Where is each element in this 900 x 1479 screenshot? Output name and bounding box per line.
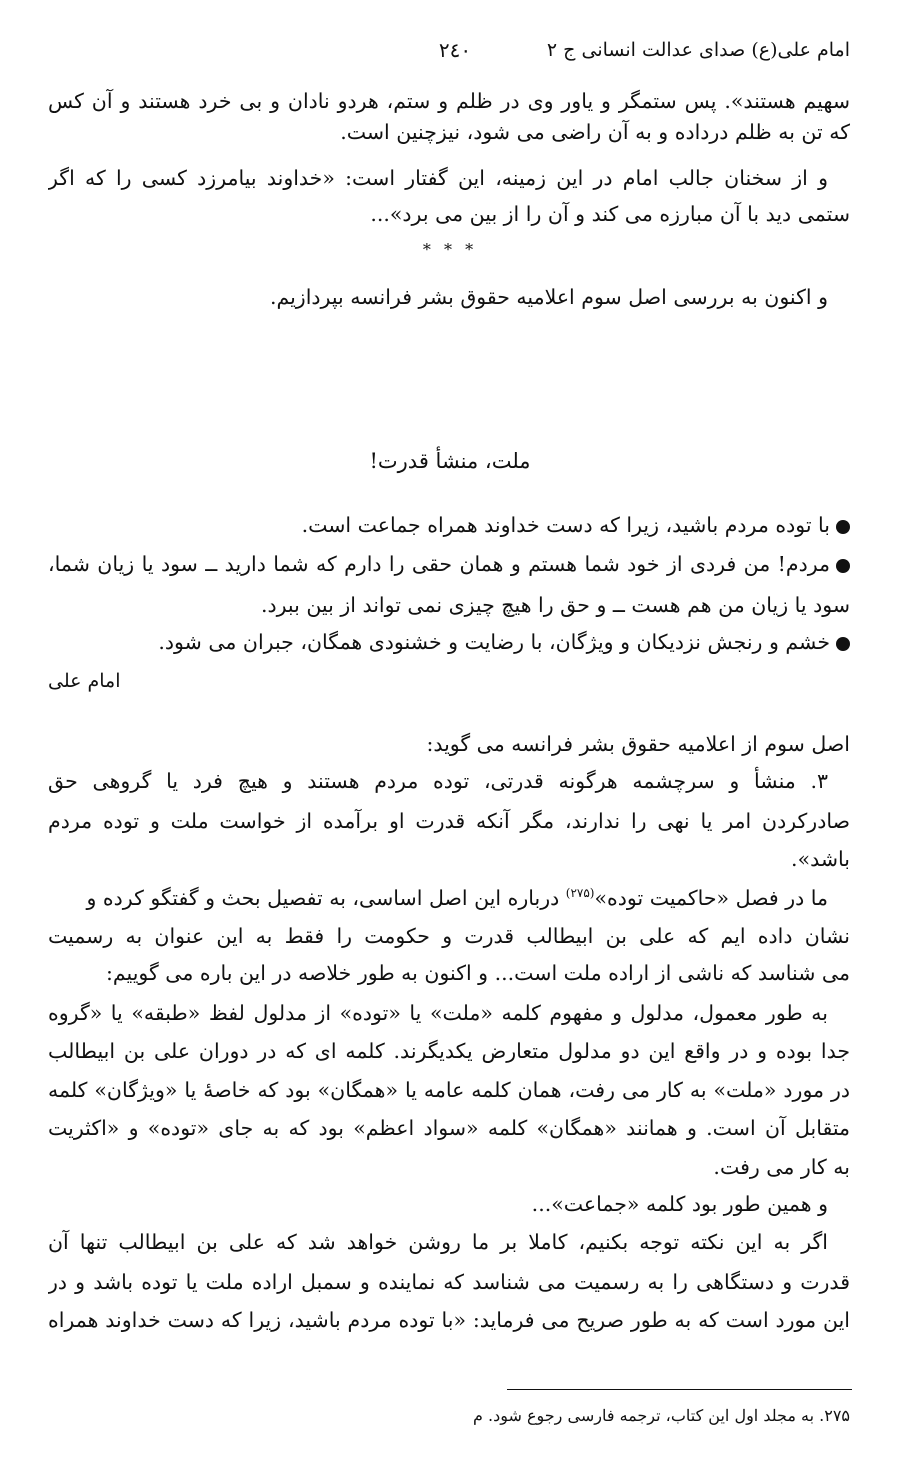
page-number: ۲٤۰ (438, 38, 472, 62)
epigraph-bullet (48, 549, 850, 579)
text-line: این مورد است که به طور صریح می فرماید: «با توده مردم باشید، زیرا که دست خداوند همراه (48, 1308, 850, 1332)
footnote: ۲۷۵. به مجلد اول این کتاب، ترجمه فارسی رجوع شود. م (473, 1406, 850, 1425)
epigraph-bullet (48, 627, 850, 657)
footnote-divider (507, 1389, 852, 1390)
text-line: ستمی دید با آن مبارزه می کند و آن را از بین می برد»... (370, 202, 850, 226)
text-line: سهیم هستند». پس ستمگر و یاور وی در ظلم و ستم، هردو نادان و بی خرد هستند و آن کس (48, 89, 850, 113)
running-header: امام علی(ع) صدای عدالت انسانی ج ۲ (546, 39, 850, 61)
footnote-reference[interactable]: (۲۷۵) (565, 886, 595, 901)
text-line: که تن به ظلم درداده و به آن راضی می شود، نیزچنین است. (340, 120, 850, 144)
text-line: به کار می رفت. (713, 1155, 850, 1179)
text-line: جدا بوده و در واقع این دو مدلول متعارض یکدیگرند. کلمه ای که در دوران علی بن ابیطالب (48, 1039, 850, 1063)
text-line: صادرکردن امر یا نهی را ندارند، مگر آنکه قدرت او برآمده از خواست ملت و توده مردم (48, 809, 850, 833)
bullet-icon (836, 559, 850, 573)
text-line: و اکنون به بررسی اصل سوم اعلامیه حقوق بشر فرانسه بپردازیم. (269, 285, 828, 309)
epigraph-text: با توده مردم باشید، زیرا که دست خداوند همراه جماعت است. (301, 513, 830, 537)
chapter-title: ملت، منشأ قدرت! (369, 449, 531, 473)
epigraph-text: خشم و رنجش نزدیکان و ویژگان، با رضایت و خشنودی همگان، جبران می شود. (158, 630, 830, 654)
text-line: باشد». (791, 847, 850, 871)
epigraph-text: مردم! من فردی از خود شما هستم و همان حقی را دارم که شما دارید ــ سود یا زیان شما، (48, 552, 830, 576)
text-line: اصل سوم از اعلامیه حقوق بشر فرانسه می گوید: (426, 732, 850, 756)
text-line: قدرت و دستگاهی را به رسمیت می شناسد که نماینده و سمبل اراده ملت یا توده باشد و در (48, 1270, 850, 1294)
text-line: متقابل آن است. و همانند «همگان» کلمه «سواد اعظم» بود که به جای «توده» و «اکثریت (48, 1116, 850, 1140)
text-line: می شناسد که ناشی از اراده ملت است... و اکنون به طور خلاصه در این باره می گوییم: (105, 961, 850, 985)
text-line (48, 883, 828, 913)
epigraph-bullet (48, 510, 850, 540)
text-line: و از سخنان جالب امام در این زمینه، این گفتار است: «خداوند بیامرزد کسی را که اگر (48, 166, 828, 190)
text-line: ۳. منشأ و سرچشمه هرگونه قدرتی، توده مردم هستند و هیچ فرد یا گروهی حق (48, 769, 828, 793)
section-separator: * * * (422, 240, 478, 259)
text-line: و همین طور بود کلمه «جماعت»... (531, 1192, 828, 1216)
text-line: به طور معمول، مدلول و مفهوم کلمه «ملت» یا «توده» از مدلول لفظ «طبقه» یا «گروه (48, 1001, 828, 1025)
text-line: در مورد «ملت» به کار می رفت، همان کلمه عامه یا «همگان» بود که خاصهٔ یا «ویژگان» کلمه (48, 1078, 850, 1102)
bullet-icon (836, 520, 850, 534)
epigraph-text: سود یا زیان من هم هست ــ و حق را هیچ چیزی نمی تواند از بین ببرد. (260, 593, 850, 617)
text-span: ما در فصل «حاکمیت توده» (594, 886, 828, 910)
text-span: درباره این اصل اساسی، به تفصیل بحث و گفتگو کرده و (86, 886, 566, 910)
bullet-icon (836, 637, 850, 651)
epigraph-attribution: امام علی (48, 670, 121, 692)
text-line: نشان داده ایم که علی بن ابیطالب قدرت و حکومت را فقط به این عنوان به رسمیت (48, 924, 850, 948)
text-line: اگر به این نکته توجه بکنیم، کاملا بر ما روشن خواهد شد که علی بن ابیطالب تنها آن (48, 1230, 828, 1254)
